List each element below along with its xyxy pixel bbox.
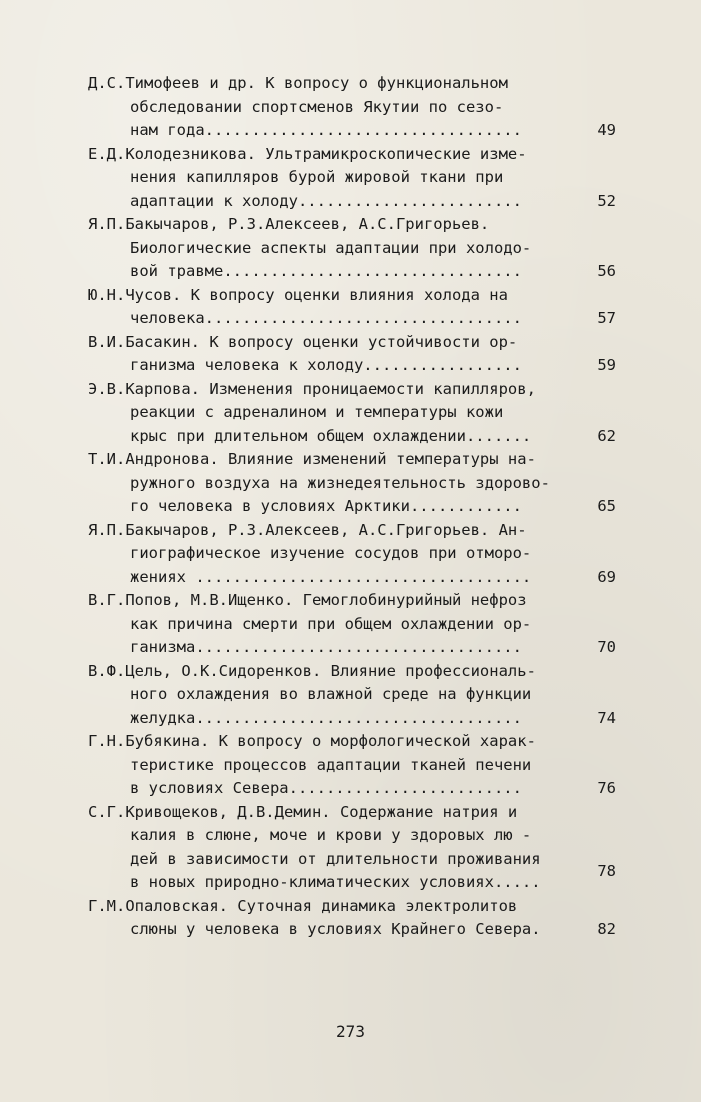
toc-entry — [88, 589, 616, 660]
entry-page-number: 62 — [597, 426, 616, 445]
entry-page-number: 78 — [597, 862, 616, 880]
entry-page-number: 76 — [597, 779, 616, 797]
entry-title-line: вой травме................................ — [130, 262, 522, 280]
entry-title-line: С.Г.Кривощеков, Д.В.Демин. Содержание натрия и — [88, 802, 518, 821]
entry-title-line: реакции с адреналином и температуры кожи — [130, 403, 504, 421]
entry-title-line: в условиях Севера......................... — [130, 779, 522, 797]
entry-title-line: как причина смерти при общем охлаждении ор- — [130, 614, 532, 633]
entry-title-line: В.И.Басакин. К вопросу оценки устойчивости ор- — [88, 332, 518, 351]
entry-page-number: 74 — [597, 708, 616, 727]
entry-title-line: Т.И.Андронова. Влияние изменений температуры на- — [88, 450, 536, 468]
toc-entry — [88, 519, 616, 590]
entry-page-number: 69 — [597, 567, 616, 586]
toc-entry — [88, 730, 616, 801]
entry-title-line: ганизма................................... — [130, 638, 522, 656]
entry-title-line: крыс при длительном общем охлаждении....... — [130, 426, 532, 445]
entry-page-number: 52 — [597, 191, 616, 210]
entry-title-line: человека.................................. — [130, 309, 522, 327]
entry-title-line: дей в зависимости от длительности проживания — [130, 849, 541, 868]
entry-title-line: гиографическое изучение сосудов при отморо- — [130, 544, 532, 562]
entry-title-line: Г.Н.Бубякина. К вопросу о морфологической харак- — [88, 732, 536, 750]
entry-page-number: 49 — [597, 121, 616, 139]
toc-entry — [88, 331, 616, 378]
toc-entry — [88, 801, 616, 895]
toc-entry — [88, 448, 616, 519]
entry-title-line: Э.В.Карпова. Изменения проницаемости капилляров, — [88, 379, 536, 398]
entry-title-line: Биологические аспекты адаптации при холодо- — [130, 238, 532, 257]
entry-title-line: обследовании спортсменов Якутии по сезо- — [130, 97, 504, 116]
toc-entry — [88, 660, 616, 731]
entry-page-number: 82 — [597, 920, 616, 938]
entry-title-line: жениях .................................... — [130, 567, 532, 586]
entry-title-line: ганизма человека к холоду................. — [130, 356, 522, 374]
entry-title-line: нения капилляров бурой жировой ткани при — [130, 168, 504, 186]
entry-title-line: калия в слюне, моче и крови у здоровых лю - — [130, 826, 532, 844]
entry-title-line: Я.П.Бакычаров, Р.З.Алексеев, А.С.Григорьев. Ан- — [88, 520, 527, 539]
entry-title-line: Д.С.Тимофеев и др. К вопросу о функциональном — [88, 74, 508, 92]
entry-title-line: Ю.Н.Чусов. К вопросу оценки влияния холода на — [88, 285, 508, 304]
entry-title-line: Я.П.Бакычаров, Р.З.Алексеев, А.С.Григорьев. — [88, 215, 490, 233]
entry-page-number: 56 — [597, 262, 616, 280]
entry-title-line: адаптации к холоду........................ — [130, 191, 522, 210]
entry-title-line: в новых природно-климатических условиях..... — [130, 873, 541, 891]
entry-title-line: го человека в условиях Арктики............ — [130, 497, 522, 515]
entry-title-line: ного охлаждения во влажной среде на функции — [130, 685, 532, 703]
entry-title-line: В.Г.Попов, М.В.Ищенко. Гемоглобинурийный нефроз — [88, 591, 527, 609]
entry-page-number: 57 — [597, 309, 616, 327]
entry-title-line: В.Ф.Цель, О.К.Сидоренков. Влияние профессиональ- — [88, 661, 536, 680]
toc-entry — [88, 378, 616, 449]
toc-entry — [88, 72, 616, 143]
entry-title-line: теристике процессов адаптации тканей печени — [130, 755, 532, 774]
table-of-contents — [88, 72, 616, 942]
entry-title-line: Г.М.Опаловская. Суточная динамика электролитов — [88, 896, 518, 915]
entry-title-line: нам года.................................. — [130, 121, 522, 139]
page-number: 273 — [336, 1022, 365, 1041]
entry-title-line: слюны у человека в условиях Крайнего Севера. — [130, 920, 541, 938]
entry-title-line: желудка................................... — [130, 708, 522, 727]
entry-page-number: 65 — [597, 497, 616, 515]
entry-page-number: 70 — [597, 638, 616, 656]
toc-entry — [88, 284, 616, 331]
entry-page-number: 59 — [597, 356, 616, 374]
entry-title-line: Е.Д.Колодезникова. Ультрамикроскопические изме- — [88, 144, 527, 163]
toc-entry — [88, 143, 616, 214]
toc-entry — [88, 213, 616, 284]
entry-title-line: ружного воздуха на жизнедеятельность здорово- — [130, 473, 550, 492]
toc-entry — [88, 895, 616, 942]
